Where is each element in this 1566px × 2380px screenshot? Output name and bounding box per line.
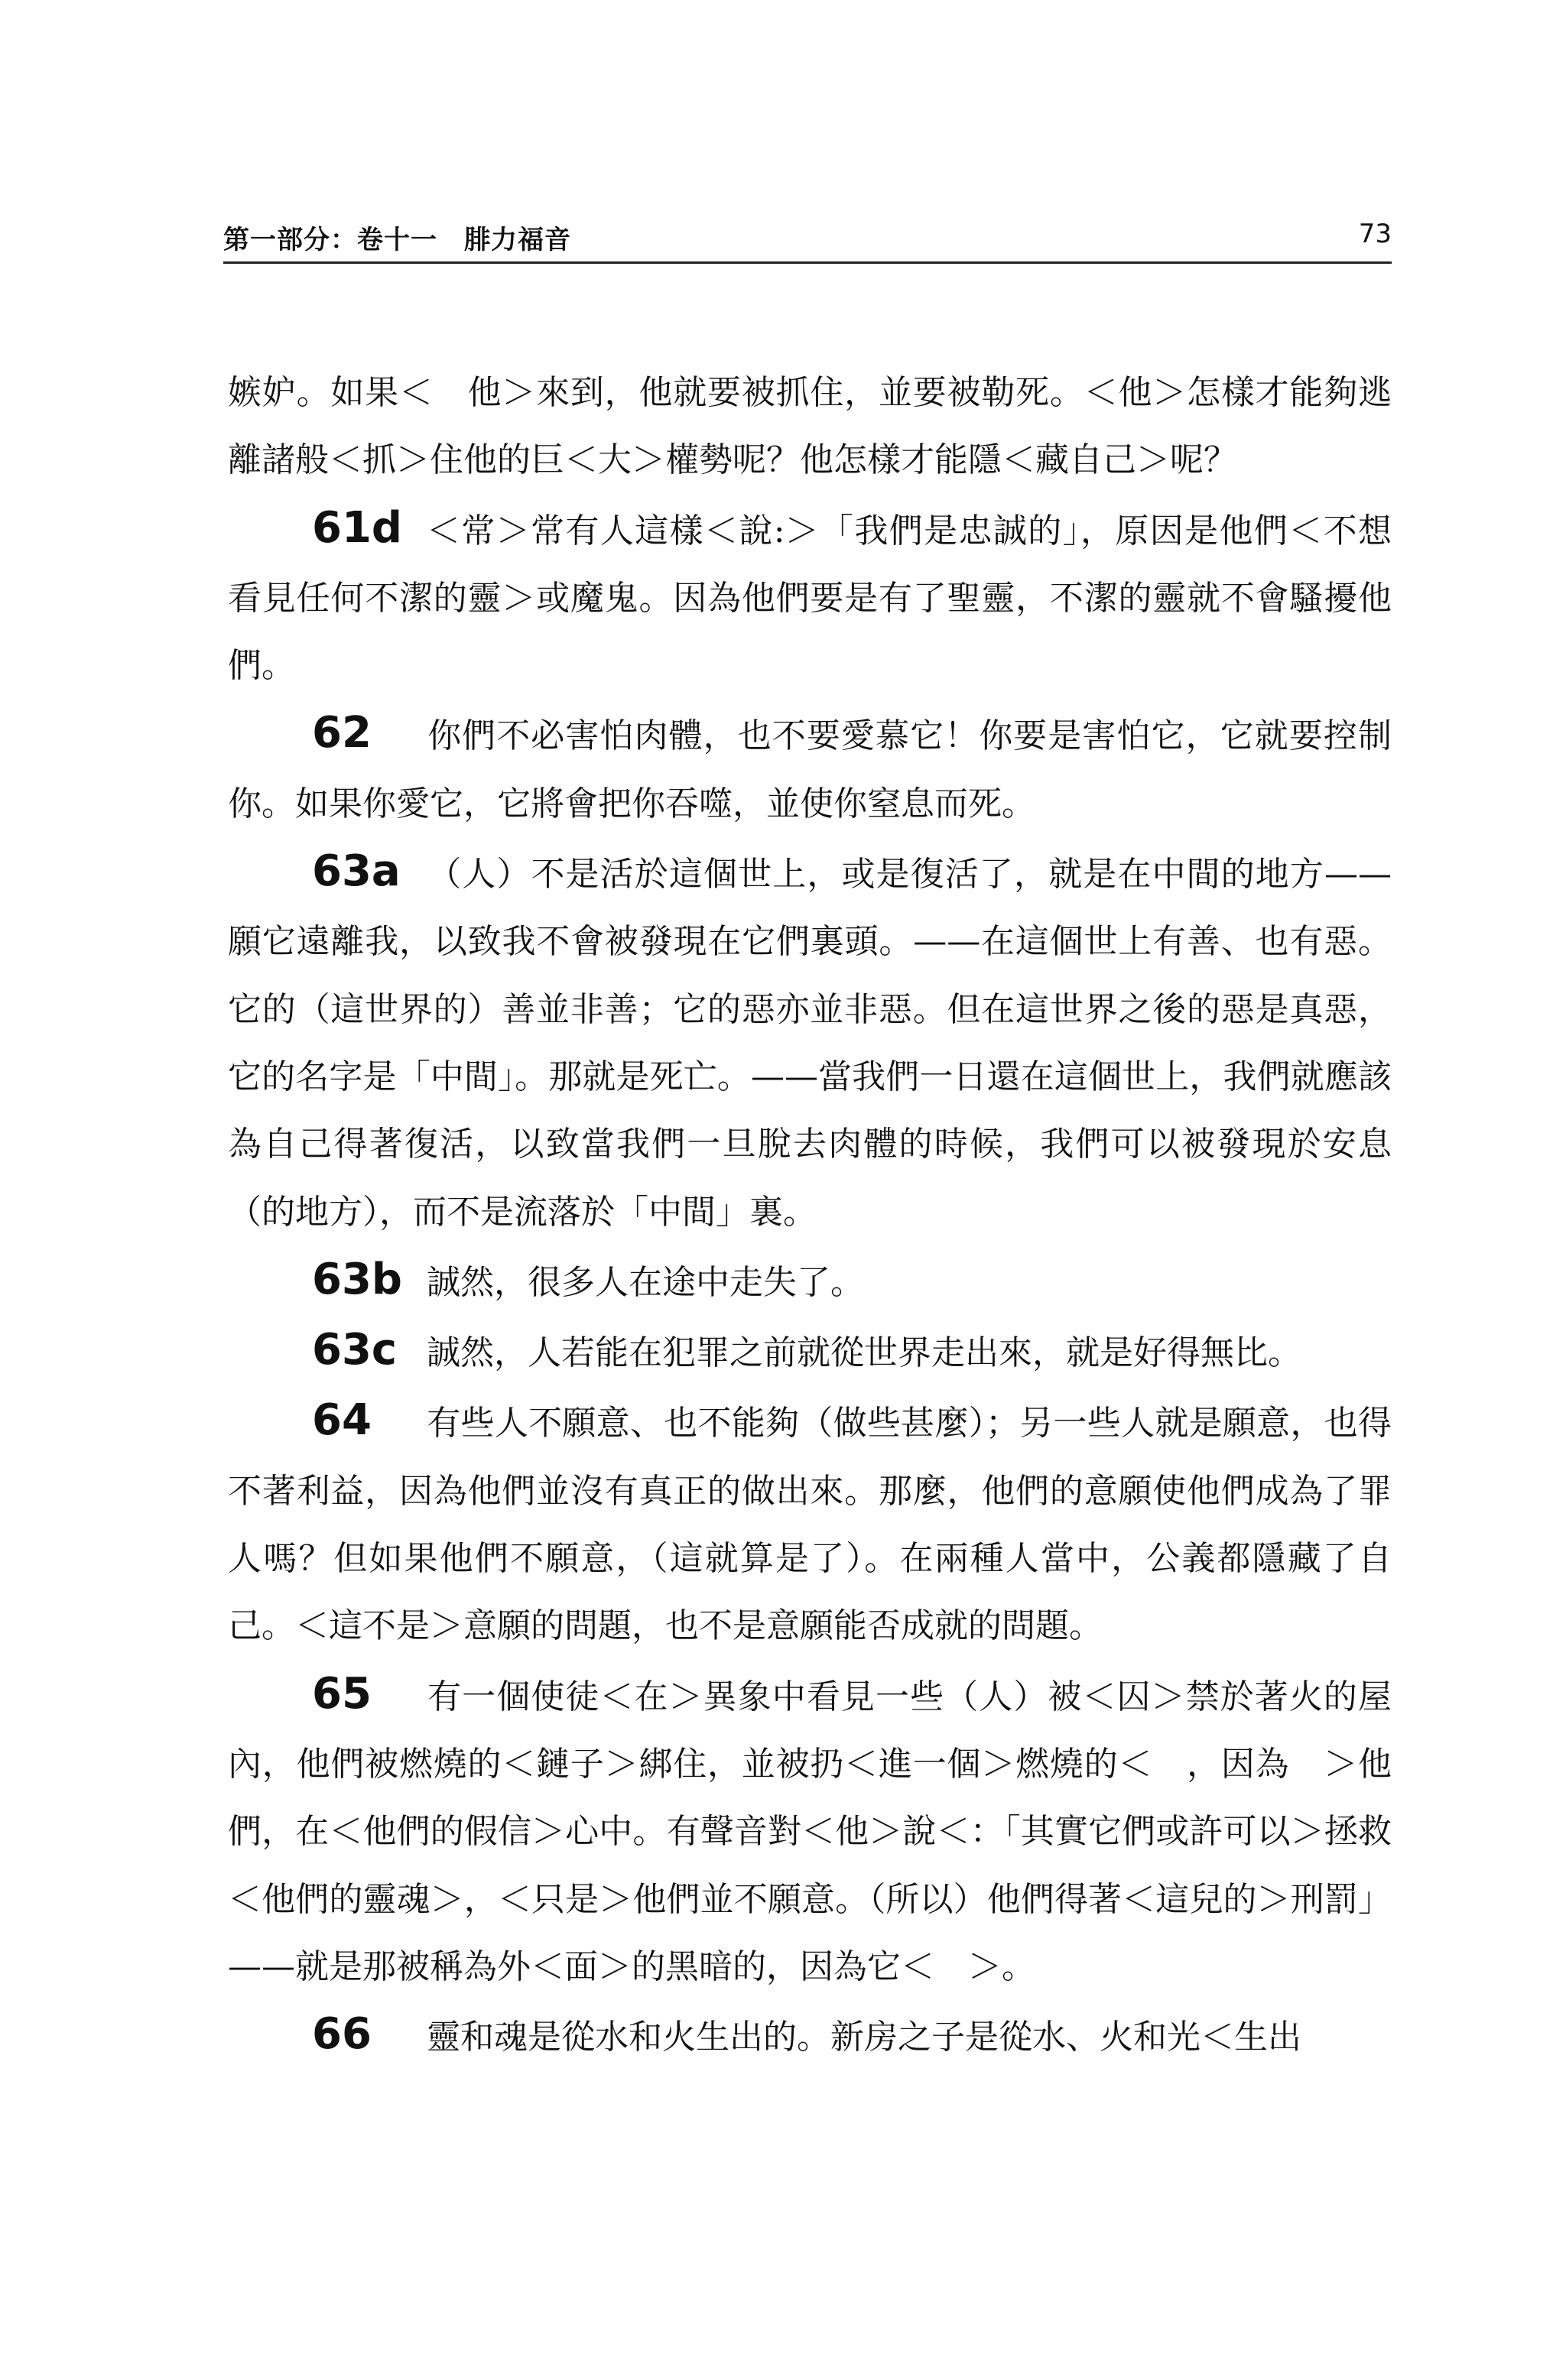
paragraph-62 bbox=[228, 700, 1392, 838]
paragraph-65 bbox=[228, 1661, 1392, 2001]
page-number: 73 bbox=[1358, 219, 1392, 249]
paragraph-63c bbox=[228, 1317, 1392, 1387]
verse-number: 63b bbox=[312, 1254, 403, 1304]
header-title: 第一部分：卷十一 腓力福音 bbox=[223, 225, 571, 255]
paragraph-63a bbox=[228, 838, 1392, 1246]
verse-number: 62 bbox=[312, 708, 372, 758]
verse-number: 63a bbox=[312, 846, 401, 897]
paragraph-66 bbox=[228, 2001, 1392, 2071]
paragraph-text: 靈和魂是從水和火生出的。新房之子是從水、火和光＜生出 bbox=[427, 2018, 1301, 2057]
paragraph-60-continued bbox=[228, 359, 1392, 495]
paragraph-64 bbox=[228, 1387, 1392, 1660]
paragraph-text: 有一個使徒＜在＞異象中看見一些（人）被＜囚＞禁於著火的屋內，他們被燃燒的＜鏈子＞綁住，並被扔＜進一個＞燃燒的＜ ，因為 ＞他們，在＜他們的假信＞心中。有聲音對＜他＞說＜：「其實它們或許可以＞拯救＜他們的靈魂＞，＜只是＞他們並不願意。（所以）他們得著＜這兒的＞刑罰」——就是那被稱為外＜面＞的黑暗的，因為它＜ ＞。 bbox=[228, 1677, 1392, 1986]
verse-number: 61d bbox=[312, 502, 403, 553]
paragraph-text: 你們不必害怕肉體，也不要愛慕它！你要是害怕它，它就要控制你。如果你愛它，它將會把你吞噬，並使你窒息而死。 bbox=[228, 716, 1392, 823]
paragraph-text: 誠然，很多人在途中走失了。 bbox=[427, 1262, 864, 1302]
body-text bbox=[228, 359, 1392, 2071]
paragraph-text: 有些人不願意、也不能夠（做些甚麼）；另一些人就是願意，也得不著利益，因為他們並沒有真正的做出來。那麼，他們的意願使他們成為了罪人嗎？但如果他們不願意，（這就算是了）。在兩種人當中，公義都隱藏了自己。＜這不是＞意願的問題，也不是意願能否成就的問題。 bbox=[228, 1404, 1392, 1646]
paragraph-63b bbox=[228, 1246, 1392, 1317]
running-header bbox=[223, 216, 1392, 264]
paragraph-text: 嫉妒。如果＜ 他＞來到，他就要被抓住，並要被勒死。＜他＞怎樣才能夠逃離諸般＜抓＞住他的巨＜大＞權勢呢？他怎樣才能隱＜藏自己＞呢？ bbox=[228, 373, 1392, 480]
verse-number: 66 bbox=[312, 2009, 372, 2060]
verse-number: 63c bbox=[312, 1325, 398, 1375]
paragraph-text: （人）不是活於這個世上，或是復活了，就是在中間的地方——願它遠離我，以致我不會被發現在它們裏頭。——在這個世上有善、也有惡。它的（這世界的）善並非善；它的惡亦並非惡。但在這世界之後的惡是真惡，它的名字是「中間」。那就是死亡。——當我們一日還在這個世上，我們就應該為自己得著復活，以致當我們一旦脫去肉體的時候，我們可以被發現於安息（的地方），而不是流落於「中間」裏。 bbox=[228, 855, 1392, 1232]
verse-number: 64 bbox=[312, 1395, 372, 1446]
paragraph-text: ＜常＞常有人這樣＜說:＞「我們是忠誠的」，原因是他們＜不想看見任何不潔的靈＞或魔鬼。因為他們要是有了聖靈，不潔的靈就不會騷擾他們。 bbox=[228, 511, 1392, 686]
paragraph-61d bbox=[228, 495, 1392, 700]
paragraph-text: 誠然，人若能在犯罪之前就從世界走出來，就是好得無比。 bbox=[427, 1333, 1301, 1373]
verse-number: 65 bbox=[312, 1668, 372, 1719]
